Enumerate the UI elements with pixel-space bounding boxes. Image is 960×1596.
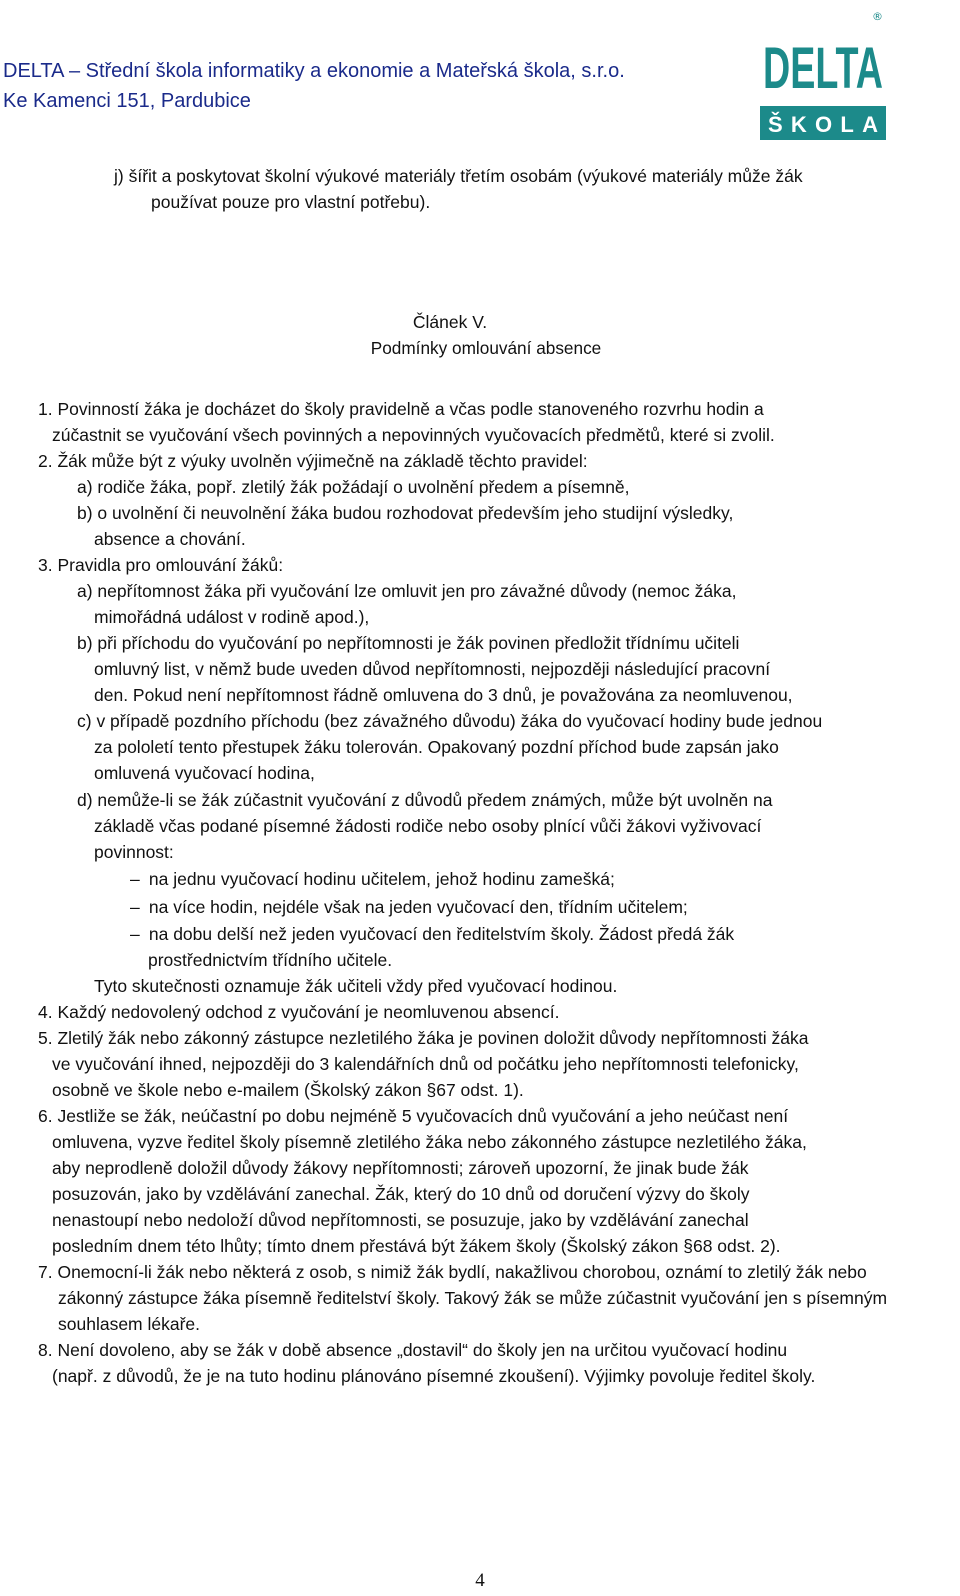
item-j-line-2: používat pouze pro vlastní potřebu). bbox=[151, 192, 431, 212]
para-3-b-line-1: b) při příchodu do vyučování po nepřítomnosti je žák povinen předložit třídnímu učiteli bbox=[77, 633, 740, 653]
para-6-line-6: posledním dnem této lhůty; tímto dnem přestává být žákem školy (Školský zákon §68 odst. 2). bbox=[52, 1236, 781, 1256]
para-8-line-2: (např. z důvodů, že je na tuto hodinu plánováno písemné zkoušení). Výjimky povoluje ředitel školy. bbox=[52, 1366, 816, 1386]
para-6-line-1: 6. Jestliže se žák, neúčastní po dobu nejméně 5 vyučovacích dnů vyučování a jeho neúčast není bbox=[38, 1106, 789, 1126]
dash-bullet: – bbox=[130, 924, 140, 944]
para-3-a-line-1: a) nepřítomnost žáka při vyučování lze omluvit jen pro závažné důvody (nemoc žáka, bbox=[77, 581, 737, 601]
para-2-b-line-2: absence a chování. bbox=[94, 529, 246, 549]
dash-bullet: – bbox=[130, 897, 140, 917]
school-address: Ke Kamenci 151, Pardubice bbox=[3, 90, 251, 112]
dash-item-text: na jednu vyučovací hodinu učitelem, jehož hodinu zamešká; bbox=[148, 869, 615, 889]
para-2-b-line-1: b) o uvolnění či neuvolnění žáka budou rozhodovat především jeho studijní výsledky, bbox=[77, 503, 734, 523]
para-3-d-line-2: základě včas podané písemné žádosti rodiče nebo osoby plnící vůči žákovi vyživovací bbox=[94, 816, 762, 836]
para-1-line-1: 1. Povinností žáka je docházet do školy pravidelně a včas podle stanoveného rozvrhu hodin a bbox=[38, 399, 764, 419]
para-3-closing: Tyto skutečnosti oznamuje žák učiteli vždy před vyučovací hodinou. bbox=[94, 976, 618, 996]
dash-item-3-cont: prostřednictvím třídního učitele. bbox=[148, 950, 393, 970]
para-4: 4. Každý nedovolený odchod z vyučování je neomluvenou absencí. bbox=[38, 1002, 560, 1022]
dash-item-text: na dobu delší než jeden vyučovací den ředitelstvím školy. Žádost předá žák bbox=[148, 924, 735, 944]
para-2-a: a) rodiče žáka, popř. zletilý žák požádají o uvolnění předem a písemně, bbox=[77, 477, 630, 497]
para-3-d-line-3: povinnost: bbox=[94, 842, 174, 862]
registered-mark: ® bbox=[872, 10, 883, 23]
school-name: DELTA – Střední škola informatiky a ekonomie a Mateřská škola, s.r.o. bbox=[3, 60, 625, 82]
dash-bullet: – bbox=[130, 869, 140, 889]
article-number: Článek V. bbox=[412, 312, 488, 332]
para-5-line-1: 5. Zletilý žák nebo zákonný zástupce nezletilého žáka je povinen doložit důvody nepřítomnosti žáka bbox=[38, 1028, 809, 1048]
logo-text-top: DELTA bbox=[763, 36, 883, 101]
para-6-line-4: posuzován, jako by vzdělávání zanechal. Žák, který do 10 dnů od doručení výzvy do školy bbox=[52, 1184, 750, 1204]
para-3-c-line-2: za pololetí tento přestupek žáku tolerován. Opakovaný pozdní příchod bude zapsán jako bbox=[94, 737, 779, 757]
para-3-line-1: 3. Pravidla pro omlouvání žáků: bbox=[38, 555, 284, 575]
logo-text-bottom: ŠKOLA bbox=[768, 112, 878, 137]
para-5-line-2: ve vyučování ihned, nejpozději do 3 kalendářních dnů od počátku jeho nepřítomnosti telefonicky, bbox=[52, 1054, 799, 1074]
para-8-line-1: 8. Není dovoleno, aby se žák v době absence „dostavil“ do školy jen na určitou vyučovací hodinu bbox=[38, 1340, 788, 1360]
para-3-c-line-1: c) v případě pozdního příchodu (bez závažného důvodu) žáka do vyučovací hodiny bude jednou bbox=[77, 711, 823, 731]
dash-item-2 bbox=[130, 896, 688, 918]
item-j-line-1: j) šířit a poskytovat školní výukové materiály třetím osobám (výukové materiály může žák bbox=[114, 166, 803, 186]
para-6-line-2: omluvena, vyzve ředitel školy písemně zletilého žáka nebo zákonného zástupce nezletilého žáka, bbox=[52, 1132, 807, 1152]
para-3-b-line-3: den. Pokud není nepřítomnost řádně omluvena do 3 dnů, je považována za neomluvenou, bbox=[94, 685, 793, 705]
para-6-line-3: aby neprodleně doložil důvody žákovy nepřítomnosti; zároveň upozorní, že jinak bude žák bbox=[52, 1158, 749, 1178]
page-number: 4 bbox=[475, 1570, 485, 1591]
article-title: Podmínky omlouvání absence bbox=[370, 338, 602, 358]
para-7-line-1: 7. Onemocní-li žák nebo některá z osob, s nimiž žák bydlí, nakažlivou chorobou, oznámí to zletilý žák nebo bbox=[38, 1262, 867, 1282]
delta-skola-logo bbox=[760, 12, 886, 140]
dash-item-3 bbox=[130, 923, 734, 945]
dash-item-1 bbox=[130, 868, 615, 890]
para-3-c-line-3: omluvená vyučovací hodina, bbox=[94, 763, 315, 783]
para-6-line-5: nenastoupí nebo nedoloží důvod nepřítomnosti, se posuzuje, jako by vzdělávání zanechal bbox=[52, 1210, 749, 1230]
para-3-d-line-1: d) nemůže-li se žák zúčastnit vyučování z důvodů předem známých, může být uvolněn na bbox=[77, 790, 773, 810]
para-2-line-1: 2. Žák může být z výuky uvolněn výjimečně na základě těchto pravidel: bbox=[38, 451, 588, 471]
para-3-a-line-2: mimořádná událost v rodině apod.), bbox=[94, 607, 370, 627]
para-7-line-3: souhlasem lékaře. bbox=[58, 1314, 201, 1334]
para-1-line-2: zúčastnit se vyučování všech povinných a nepovinných vyučovacích předmětů, které si zvolil. bbox=[52, 425, 775, 445]
para-5-line-3: osobně ve škole nebo e-mailem (Školský zákon §67 odst. 1). bbox=[52, 1080, 524, 1100]
dash-item-text: na více hodin, nejdéle však na jeden vyučovací den, třídním učitelem; bbox=[148, 897, 688, 917]
para-7-line-2: zákonný zástupce žáka písemně ředitelství školy. Takový žák se může zúčastnit vyučování jen s písemným bbox=[58, 1288, 888, 1308]
para-3-b-line-2: omluvný list, v němž bude uveden důvod nepřítomnosti, nejpozději následující pracovní bbox=[94, 659, 771, 679]
